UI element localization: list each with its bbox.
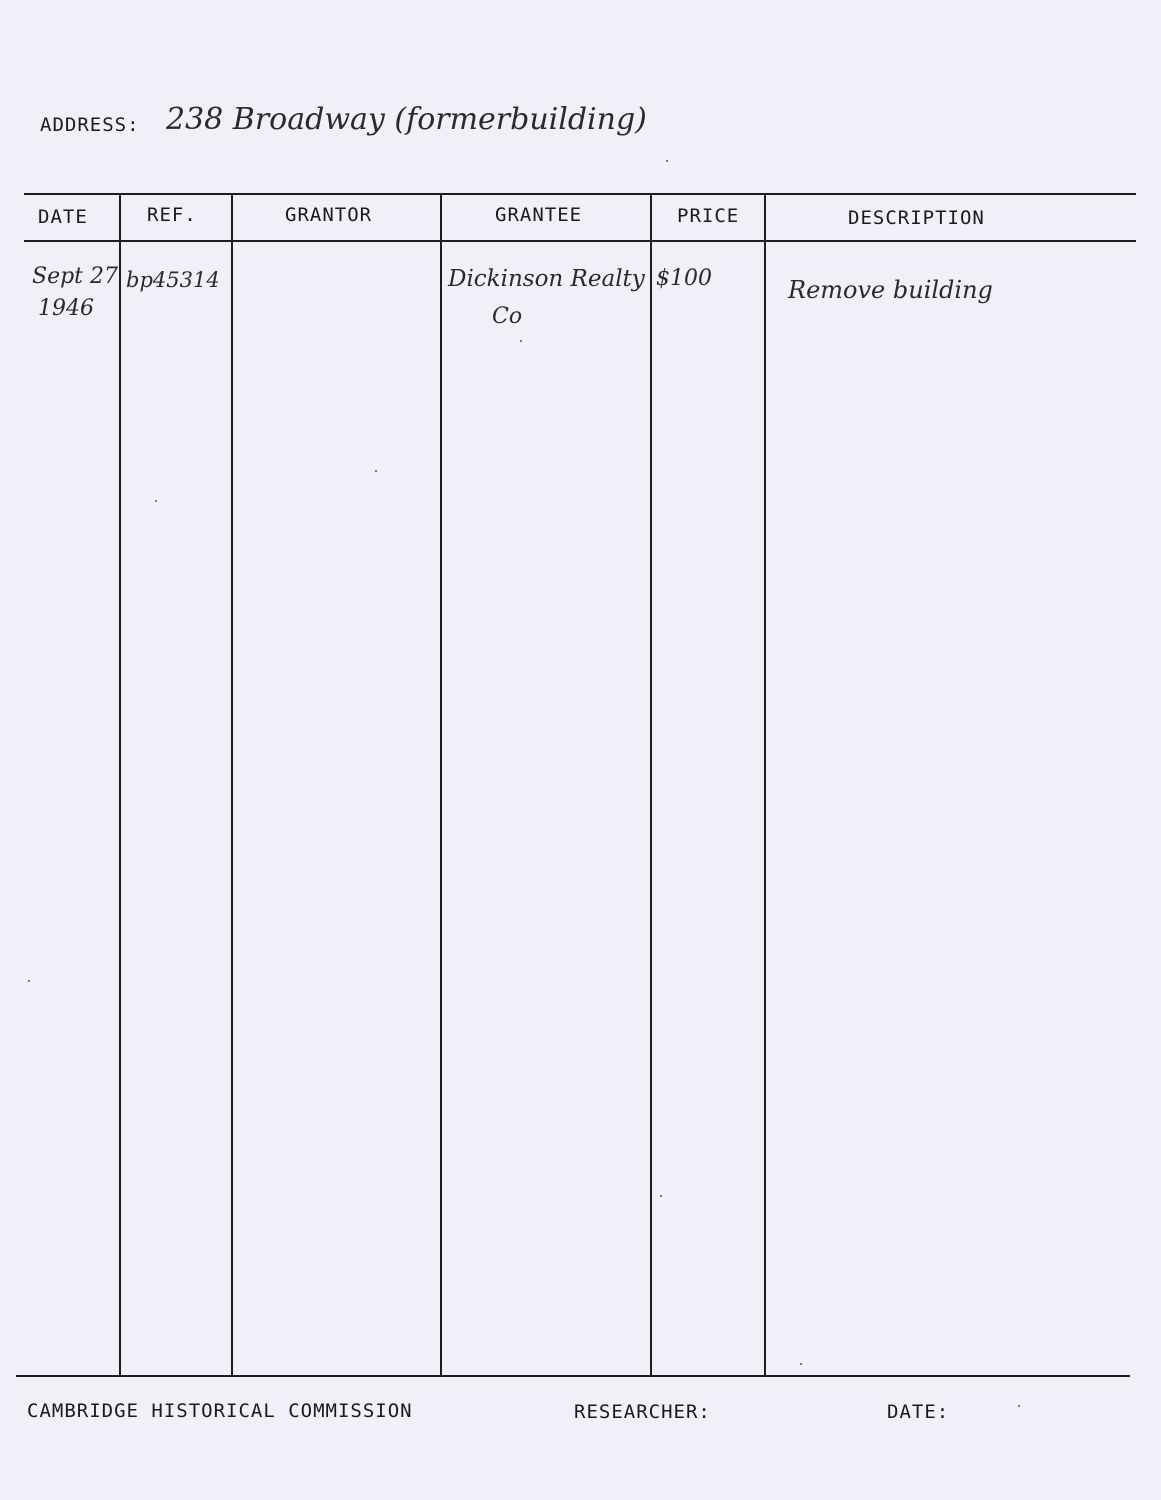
column-divider-price-description bbox=[764, 193, 766, 1377]
footer-organization: CAMBRIDGE HISTORICAL COMMISSION bbox=[27, 1400, 413, 1422]
scan-speck bbox=[660, 1195, 662, 1197]
column-header-date: DATE bbox=[38, 206, 88, 228]
address-value: 238 Broadway (formerbuilding) bbox=[166, 102, 647, 137]
table-header-rule bbox=[24, 240, 1136, 242]
column-header-ref: REF. bbox=[147, 204, 197, 226]
column-divider-ref-grantor bbox=[231, 195, 233, 1375]
column-divider-grantee-price bbox=[650, 193, 652, 1375]
footer-date-label: DATE: bbox=[887, 1401, 950, 1423]
table-bottom-rule bbox=[16, 1375, 1130, 1377]
column-header-description: DESCRIPTION bbox=[848, 207, 985, 229]
scan-speck bbox=[28, 980, 30, 982]
scan-speck bbox=[800, 1363, 802, 1365]
column-divider-date-ref bbox=[119, 195, 121, 1375]
column-header-grantor: GRANTOR bbox=[285, 204, 373, 226]
row-date-line1: Sept 27 bbox=[32, 264, 119, 289]
column-divider-grantor-grantee bbox=[440, 193, 442, 1375]
row-description: Remove building bbox=[788, 276, 993, 304]
row-date-line2: 1946 bbox=[38, 296, 94, 321]
scan-speck bbox=[666, 160, 668, 162]
address-label: ADDRESS: bbox=[40, 114, 140, 136]
row-grantee-line1: Dickinson Realty bbox=[448, 266, 645, 292]
row-price: $100 bbox=[656, 266, 712, 291]
footer-researcher-label: RESEARCHER: bbox=[574, 1401, 711, 1423]
column-header-grantee: GRANTEE bbox=[495, 204, 583, 226]
scan-speck bbox=[520, 340, 522, 342]
column-header-price: PRICE bbox=[677, 205, 740, 227]
table-top-rule bbox=[24, 193, 1136, 195]
scan-speck bbox=[155, 500, 157, 502]
row-grantee-line2: Co bbox=[492, 304, 523, 329]
scan-speck bbox=[375, 470, 377, 472]
scan-speck bbox=[1018, 1405, 1020, 1407]
row-ref: bp45314 bbox=[126, 268, 220, 292]
